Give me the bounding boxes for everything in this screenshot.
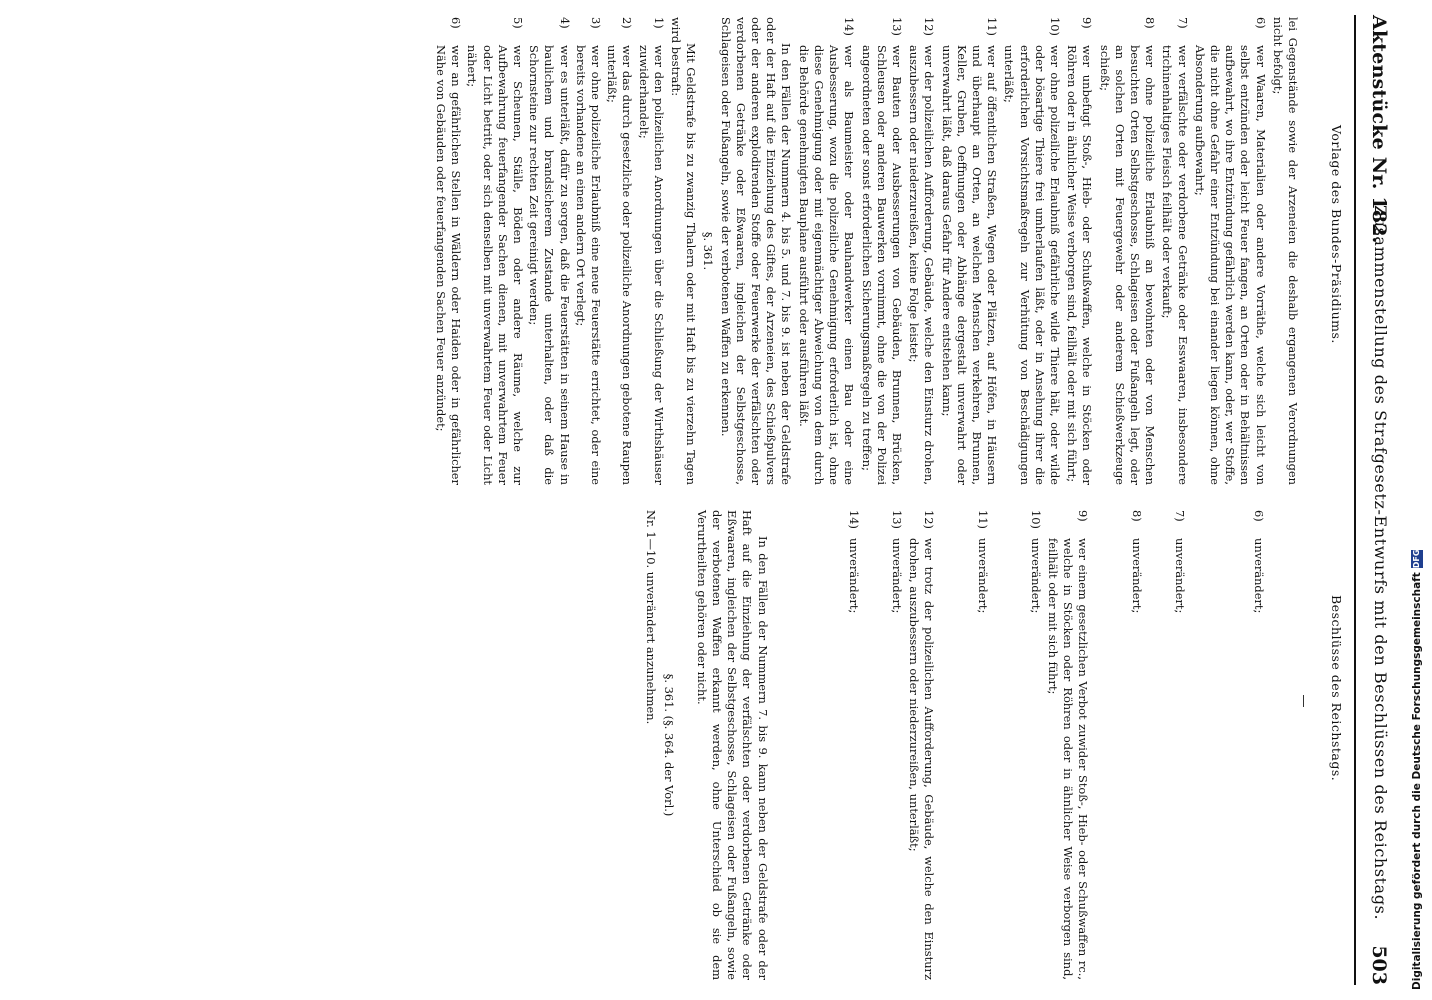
item-number: 3) <box>589 17 604 29</box>
document-number: Aktenstücke Nr. 182. <box>1368 15 1390 244</box>
item-text: unverändert; <box>1252 538 1266 614</box>
list-item <box>938 17 999 485</box>
item-number: 10) <box>1047 17 1062 36</box>
page-header <box>1354 15 1400 985</box>
item-text: unverändert; <box>889 538 904 614</box>
item-number: 9) <box>1080 17 1095 29</box>
item-text: unverändert; <box>846 538 861 614</box>
item-text: wer der polizeilichen Aufforderung, Gebäude, welche den Einsturz drohen, auszubessern oder niederzureißen, keine Folge leistet; <box>907 45 937 485</box>
list-item <box>573 17 603 485</box>
item-number: 10) <box>1028 510 1043 529</box>
item-text: unverändert; <box>975 538 990 614</box>
list-item <box>1096 17 1157 485</box>
item-text: unverändert; <box>1028 538 1043 614</box>
list-item <box>906 17 936 485</box>
item-text: unverändert; <box>1129 538 1144 614</box>
section-text: Nr. 1—10. unverändert anzunehmen. <box>644 510 659 725</box>
intro-text: lei Gegenstände sowie der Arzeneien die deshalb ergangenen Verordnungen nicht befolgt; <box>1270 17 1300 485</box>
item-number: 6) <box>1252 510 1266 522</box>
right-column-heading: Beschlüsse des Reichstags. <box>1329 595 1344 782</box>
list-item <box>846 510 861 980</box>
dfg-logo-icon: DFG <box>1412 549 1421 569</box>
item-number: 11) <box>975 510 990 529</box>
section-heading: §. 361. <box>701 231 716 271</box>
item-number: 8) <box>1129 510 1144 522</box>
page-title: Zusammenstellung des Strafgesetz-Entwurfs mit den Beschlüssen des Reichstags. <box>1371 205 1390 921</box>
list-item <box>526 17 572 485</box>
divider <box>1303 695 1304 707</box>
item-number: 4) <box>557 17 572 29</box>
list-item <box>1192 17 1268 485</box>
list-item <box>604 17 634 485</box>
list-item <box>1159 17 1189 485</box>
item-text: wer trotz der polizeilichen Aufforderung, Gebäude, welche den Einsturz drohen, auszubessern oder niederzureißen, unterläßt; <box>907 538 937 980</box>
item-number: 5) <box>511 17 526 29</box>
list-item <box>889 510 904 980</box>
document-page <box>0 5 1400 995</box>
item-number: 14) <box>846 510 861 529</box>
list-item <box>1001 17 1062 485</box>
item-number: 14) <box>842 17 857 36</box>
item-number: 7) <box>1175 17 1190 29</box>
item-number: 12) <box>922 510 937 529</box>
list-item <box>974 510 989 980</box>
list-item <box>635 17 665 485</box>
list-item <box>1128 510 1143 980</box>
list-item <box>1045 510 1091 980</box>
page-number: 503 <box>1368 945 1390 985</box>
item-text: wer Bauten oder Ausbesserungen von Gebäuden, Brunnen, Brücken, Schleusen oder anderen Bauwerken vornimmt, ohne die von der Polizei angeordneten oder sonst erforderlichen Sicherungsmaßregeln zu treffen; <box>859 45 904 485</box>
list-item <box>796 17 857 485</box>
item-text: wer auf öffentlichen Straßen, Wegen oder Plätzen, auf Höfen, in Häusern und überhaupt an Orten, an welchen Menschen verkehren, Brunnen, Keller, Gruben, Oeffnungen oder Abhänge dergestalt unverwahrt oder unverwahrt läßt, daß daraus Gefahr für Andere entstehen kann; <box>939 45 1000 485</box>
item-text: wer den polizeilichen Anordnungen über die Schließung der Wirthshäuser zuwiderhandelt; <box>636 45 666 485</box>
paragraph: In den Fällen der Nummern 7. bis 9. kann neben der Geldstrafe oder der Haft auf die Einziehung der verfälschten oder verdorbenen Getränke oder Eßwaaren, ingleichen der Selbstgeschosse, Schlageisen oder Fußangeln, sowie der verbotenen Waffen erkannt werden, ohne Unterschied ob sie dem Verurtheilten gehören oder nicht. <box>694 510 770 980</box>
right-column <box>641 510 1302 980</box>
item-text: wer das durch gesetzliche oder polizeiliche Anordnungen gebotene Raupen unterläßt; <box>605 45 635 485</box>
list-item <box>1172 510 1187 980</box>
item-number: 9) <box>1076 510 1091 522</box>
list-item <box>464 17 525 485</box>
item-text: wer an gefährlichen Stellen in Wäldern oder Haiden oder in gefährlicher Nähe von Gebäuden oder feuerfangenden Sachen Feuer anzündet; <box>434 45 464 485</box>
left-column-heading: Vorlage des Bundes-Präsidiums. <box>1329 125 1344 344</box>
list-item <box>1251 510 1266 980</box>
item-text: wer ohne polizeiliche Erlaubniß gefährliche wilde Thiere hält, oder wilde oder bösartige Thiere frei umherlaufen läßt, oder in Ansehung ihrer die erforderlichen Vorsichtsmaßregeln zur Verhütung von Beschädigungen unterläßt; <box>1002 45 1062 485</box>
item-number: 6) <box>1253 17 1268 29</box>
item-number: 13) <box>889 17 904 36</box>
item-text: wer einem gesetzlichen Verbot zuwider Stoß-, Hieb- oder Schußwaffen rc., welche in Stöcken oder Röhren oder in ähnlicher Weise verborgen sind, feilhält oder mit sich führt; <box>1045 538 1091 980</box>
item-text: wer verfälschte oder verdorbene Getränke oder Esswaaren, insbesondere trichinenhaltiges Fleisch feilhält oder verkauft; <box>1160 45 1190 485</box>
list-item <box>858 17 904 485</box>
paragraph: In den Fällen der Nummern 4. bis 5. und 7. bis 9. ist neben der Geldstrafe oder der Haft auf die Einziehung des Giftes, der Arzeneien, des Schießpulvers oder der anderen explodirenden Stoffe oder Feuerwerke der verfälschten oder verdorbenen Getränke oder Eßwaaren, ingleichen der Selbstgeschosse, Schlageisen oder Fußangeln, sowie der verbotenen Waffen zu erkennen. <box>718 17 794 485</box>
item-text: wer es unterläßt, dafür zu sorgen, daß die Feuerstätten in seinem Hause in baulichem und brandsicherem Zustande unterhalten, oder daß die Schornsteine zur rechten Zeit gereinigt werden; <box>527 45 572 485</box>
item-text: wer als Baumeister oder Bauhandwerker einen Bau oder eine Ausbesserung, wozu die polizeiliche Genehmigung erforderlich ist, ohne diese Genehmigung oder mit eigenmächtiger Abweichung von dem durch die Behörde genehmigten Bauplane ausführt oder ausführen läßt. <box>796 45 857 485</box>
item-number: 13) <box>889 510 904 529</box>
item-number: 2) <box>620 17 635 29</box>
list-item <box>906 510 936 980</box>
item-text: wer Waaren, Materialien oder andere Vorräthe, welche sich leicht von selbst entzünden oder leicht Feuer fangen, an Orten oder in Behältnissen aufbewahrt, wo ihre Entzündung gefährlich werden kann, oder, wer Stoffe, die nicht ohne Gefahr einer Entzündung bei einander liegen können, ohne Absonderung aufbewahrt; <box>1192 45 1268 485</box>
item-number: 12) <box>922 17 937 36</box>
item-number: 11) <box>985 17 1000 36</box>
section-intro: Mit Geldstrafe bis zu zwanzig Thalern oder mit Haft bis zu vierzehn Tagen wird bestraft: <box>669 17 699 485</box>
list-item <box>1064 17 1094 485</box>
digitization-credit <box>1411 549 1423 990</box>
left-column <box>432 17 1302 485</box>
item-number: 6) <box>449 17 464 29</box>
item-number: 1) <box>651 17 666 29</box>
list-item <box>433 17 463 485</box>
credit-text: Digitalisierung gefördert durch die Deutsche Forschungsgemeinschaft <box>1411 572 1423 990</box>
list-item <box>1028 510 1043 980</box>
item-text: wer ohne polizeiliche Erlaubniß an bewohnten oder von Menschen besuchten Orten Selbstgeschosse, Schlageisen oder Fußangeln legt, oder an solchen Orten mit Feuergewehr oder anderem Schießwerkzeuge schießt; <box>1097 45 1158 485</box>
item-text: wer ohne polizeiliche Erlaubniß eine neue Feuerstätte errichtet, oder eine bereits vorhandene an einen andern Ort verlegt; <box>573 45 604 485</box>
section-heading: §. 361. (§. 364. der Vorl.) <box>661 673 676 817</box>
item-text: unverändert; <box>1172 538 1187 614</box>
item-text: wer unbefugt Stoß-, Hieb- oder Schußwaffen, welche in Stöcken oder Röhren oder in ähnlicher Weise verborgen sind, feilhält oder mit sich führt; <box>1065 45 1095 485</box>
item-number: 8) <box>1143 17 1158 29</box>
item-text: wer Scheunen, Ställe, Böden oder andere Räume, welche zur Aufbewahrung feuerfangender Sachen dienen, mit unverwahrtem Feuer oder Licht betritt, oder sich denselben mit unverwahrtem Feuer oder Licht nähert; <box>465 45 526 485</box>
item-number: 7) <box>1172 510 1187 522</box>
